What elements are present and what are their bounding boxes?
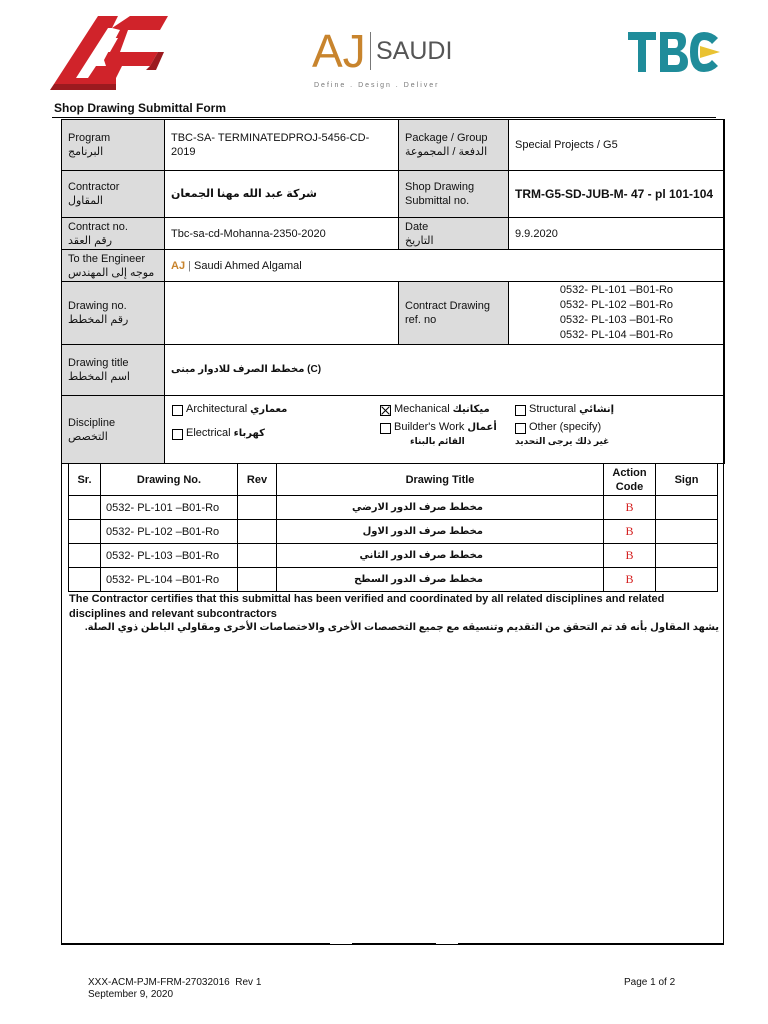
aj-logo-name: SAUDI: [376, 37, 453, 65]
row-drawing-no: 0532- PL-101 –B01-Ro: [101, 496, 238, 520]
row-rev: [238, 568, 277, 592]
contract-drawing-ref: 0532- PL-104 –B01-Ro: [559, 329, 674, 341]
row-title: مخطط صرف الدور الارضي: [277, 496, 604, 520]
ac-logo: [46, 12, 174, 94]
discipline-structural[interactable]: [515, 403, 614, 416]
package-label: Package / Group: [405, 132, 488, 144]
col-header-drawing-no: Drawing No.: [101, 464, 238, 496]
bottom-rule-middle: [352, 943, 436, 944]
drawing-no-label-cell: [62, 282, 165, 345]
row-action-code: B: [604, 568, 656, 592]
drawing-title-label-cell: [62, 345, 165, 396]
engineer-label-cell: [62, 250, 165, 282]
engineer-prefix: AJ: [171, 259, 186, 272]
architectural-label: Architectural: [186, 402, 248, 415]
row-title: مخطط صرف الدور الاول: [277, 520, 604, 544]
contract-row: [62, 218, 725, 250]
table-row: [69, 544, 718, 568]
form-title: Shop Drawing Submittal Form: [54, 101, 227, 115]
table-row: [69, 496, 718, 520]
contract-drawing-ref: 0532- PL-101 –B01-Ro: [559, 284, 674, 296]
footer-page-number: Page 1 of 2: [624, 977, 676, 988]
builders-work-label: Builder's Work: [394, 420, 465, 433]
submittal-label: Shop Drawing Submittal no.: [399, 171, 509, 218]
discipline-options: [165, 397, 724, 463]
program-label-ar: البرنامج: [68, 146, 104, 158]
discipline-mechanical[interactable]: [380, 403, 490, 416]
contract-drawing-ref: 0532- PL-102 –B01-Ro: [559, 299, 674, 311]
mechanical-checkbox-checked[interactable]: [380, 405, 391, 416]
engineer-label: To the Engineer: [68, 252, 146, 265]
discipline-builders-work[interactable]: [380, 420, 497, 446]
row-action-code: B: [604, 496, 656, 520]
row-sign: [656, 520, 718, 544]
program-row: [62, 120, 725, 171]
discipline-electrical[interactable]: [172, 427, 265, 440]
other-label: Other (specify): [529, 420, 602, 433]
footer-date: September 9, 2020: [88, 989, 174, 1000]
contractor-value: شركة عبد الله مهنا الجمعان: [165, 171, 399, 218]
row-sr: [69, 496, 101, 520]
date-value: 9.9.2020: [509, 218, 725, 250]
contract-drawing-refs: [509, 282, 725, 345]
architectural-label-ar: معماري: [250, 403, 288, 415]
mechanical-label: Mechanical: [394, 402, 450, 415]
mechanical-label-ar: ميكانيك: [452, 403, 490, 415]
footer-document-ref: [88, 977, 261, 1001]
col-header-title: Drawing Title: [277, 464, 604, 496]
package-label-ar: الدفعة / المجموعة: [405, 146, 488, 158]
row-rev: [238, 496, 277, 520]
engineer-value-cell: AJ | Saudi Ahmed Algamal: [165, 250, 725, 282]
contract-label-cell: [62, 218, 165, 250]
submittal-value: TRM-G5-SD-JUB-M- 47 - pl 101-104: [509, 171, 725, 218]
contract-value: Tbc-sa-cd-Mohanna-2350-2020: [165, 218, 399, 250]
drawing-title-label: Drawing title: [68, 357, 129, 369]
contractor-row: [62, 171, 725, 218]
row-title: مخطط صرف الدور السطح: [277, 568, 604, 592]
contract-drawing-ref: 0532- PL-103 –B01-Ro: [559, 314, 674, 326]
program-label-cell: [62, 120, 165, 171]
contractor-label-ar: المقاول: [68, 195, 103, 207]
col-header-rev: Rev: [238, 464, 277, 496]
contractor-label: Contractor: [68, 181, 120, 193]
row-action-code: B: [604, 520, 656, 544]
discipline-label-cell: [62, 396, 165, 464]
row-sr: [69, 568, 101, 592]
aj-logo-tagline: Define . Design . Deliver: [314, 82, 440, 89]
discipline-label: Discipline: [68, 416, 116, 429]
row-drawing-no: 0532- PL-102 –B01-Ro: [101, 520, 238, 544]
discipline-other[interactable]: [515, 420, 610, 446]
row-sign: [656, 544, 718, 568]
date-label: Date: [405, 220, 429, 233]
row-sign: [656, 496, 718, 520]
row-title: مخطط صرف الدور الثاني: [277, 544, 604, 568]
drawing-title-row: [62, 345, 725, 396]
package-value: Special Projects / G5: [509, 120, 725, 171]
structural-label: Structural: [529, 402, 577, 415]
drawing-title-value-cell: [165, 345, 725, 396]
date-label-cell: [399, 218, 509, 250]
drawing-title-value: (C) مخطط الصرف للادوار مبنى: [171, 364, 322, 375]
certification-english: The Contractor certifies that this submittal has been verified and coordinated by all related disciplines and related disciplines and relevant subcontractors: [69, 593, 665, 620]
engineer-row: [62, 250, 725, 282]
contract-drawing-label: Contract Drawing ref. no: [399, 282, 509, 345]
drawings-table: [68, 463, 718, 592]
electrical-label: Electrical: [186, 426, 231, 439]
other-checkbox[interactable]: [515, 423, 526, 434]
builders-work-label-ar: أعمال: [467, 421, 497, 433]
date-label-ar: التاريخ: [405, 234, 434, 247]
aj-logo-divider: [370, 32, 371, 70]
row-sign: [656, 568, 718, 592]
drawing-no-label-ar: رقم المخطط: [68, 314, 129, 326]
certification-arabic: يشهد المقاول بأنه قد تم التحقق من التقديم وتنسيقه مع جميع التخصصات الأخرى والاختصاصات الأخرى ومقاولي الباطن ذوي الصلة.: [84, 622, 719, 633]
table-row: [69, 568, 718, 592]
program-label: Program: [68, 132, 111, 144]
engineer-label-ar: موجه إلى المهندس: [68, 266, 155, 279]
bottom-rule-left: [62, 943, 330, 944]
tbc-logo: [626, 28, 722, 76]
contractor-label-cell: [62, 171, 165, 218]
engineer-value: Saudi Ahmed Algamal: [194, 259, 302, 272]
discipline-options-cell: [165, 396, 725, 464]
drawing-no-label: Drawing no.: [68, 300, 127, 312]
drawing-no-row: [62, 282, 725, 345]
aj-saudi-logo: [312, 25, 462, 98]
contract-label-ar: رقم العقد: [68, 234, 112, 247]
title-rule: [52, 117, 716, 118]
row-rev: [238, 520, 277, 544]
col-header-action-code: Action Code: [604, 464, 656, 496]
program-value: TBC-SA- TERMINATEDPROJ-5456-CD-2019: [165, 120, 399, 171]
row-drawing-no: 0532- PL-103 –B01-Ro: [101, 544, 238, 568]
drawing-title-label-ar: اسم المخطط: [68, 371, 130, 383]
electrical-label-ar: كهرباء: [233, 427, 265, 439]
row-action-code: B: [604, 544, 656, 568]
aj-logo-letters: AJ: [312, 25, 366, 77]
table-row: [69, 520, 718, 544]
builders-work-label-ar-2: القائم بالبناء: [410, 435, 465, 446]
col-header-sr: Sr.: [69, 464, 101, 496]
drawing-no-value: [165, 282, 399, 345]
row-sr: [69, 520, 101, 544]
drawings-table-header: [69, 464, 718, 496]
bottom-rule-right: [458, 943, 724, 944]
builders-work-checkbox[interactable]: [380, 423, 391, 434]
discipline-row: [62, 396, 725, 464]
submittal-info-table: [61, 119, 725, 464]
discipline-architectural[interactable]: [172, 403, 287, 416]
row-rev: [238, 544, 277, 568]
structural-checkbox[interactable]: [515, 405, 526, 416]
package-label-cell: [399, 120, 509, 171]
structural-label-ar: إنشائي: [579, 403, 615, 415]
row-drawing-no: 0532- PL-104 –B01-Ro: [101, 568, 238, 592]
other-label-ar: غير ذلك يرجى التحديد: [515, 435, 610, 446]
footer-doc-ref: XXX-ACM-PJM-FRM-27032016 Rev 1: [88, 977, 262, 988]
architectural-checkbox[interactable]: [172, 405, 183, 416]
electrical-checkbox[interactable]: [172, 429, 183, 440]
contract-label: Contract no.: [68, 220, 128, 233]
row-sr: [69, 544, 101, 568]
col-header-sign: Sign: [656, 464, 718, 496]
discipline-label-ar: التخصص: [68, 430, 108, 443]
